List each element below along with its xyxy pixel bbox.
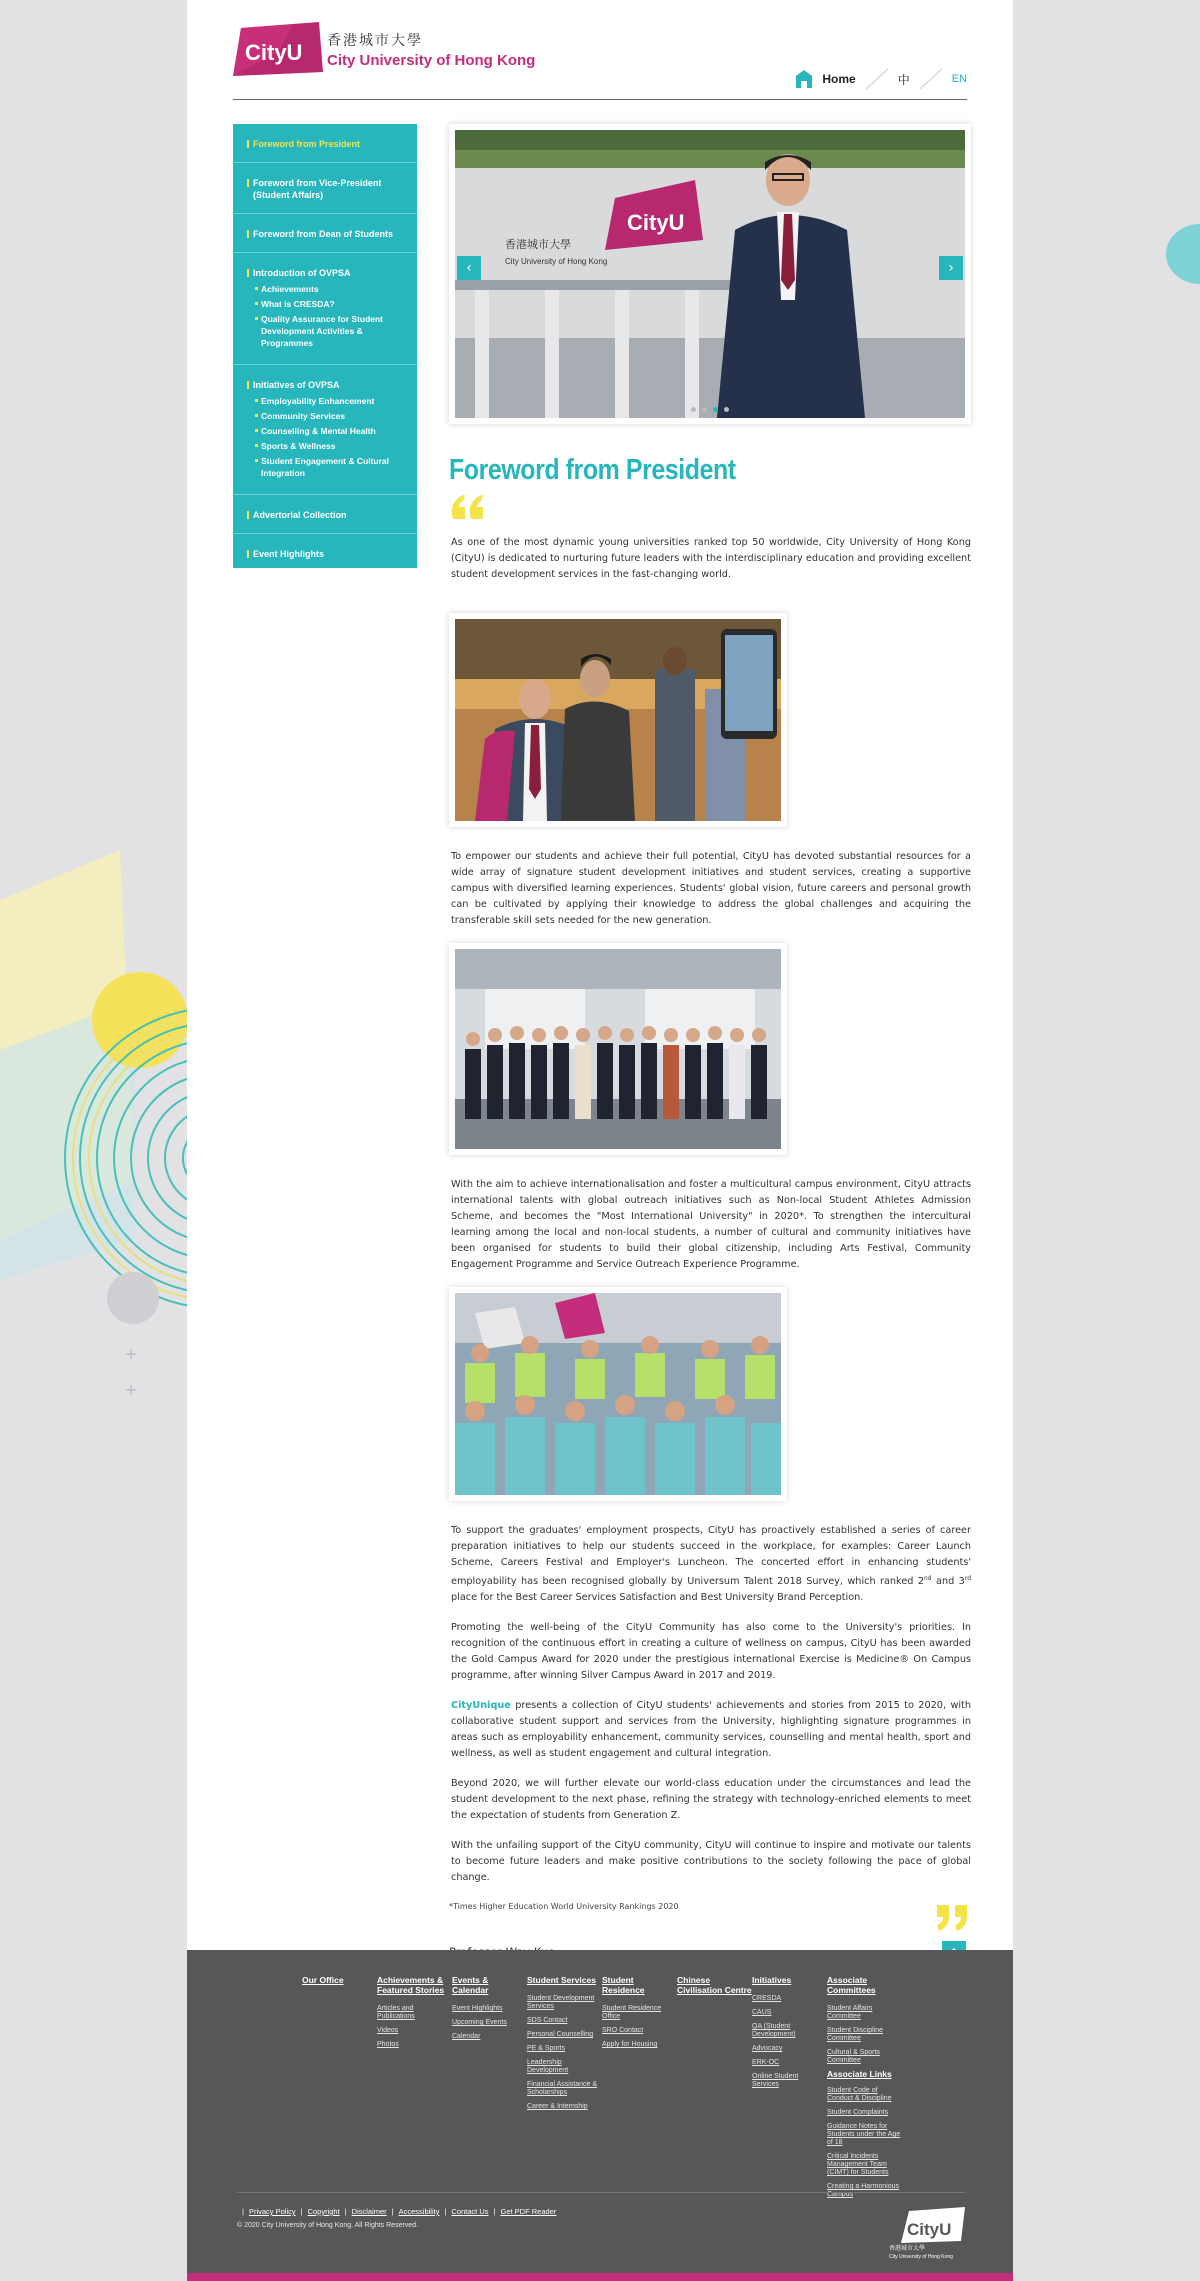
footer-legal-links: | Privacy Policy | Copyright | Disclaimer | Accessibility | Contact Us | Get PDF Reader [242,2207,557,2216]
footer-link[interactable]: Creating a Harmonious Campus [827,2183,899,2198]
footer-link[interactable]: Student Affairs Committee [827,2005,873,2020]
slider-dot[interactable] [724,407,729,412]
footer-cityu-logo[interactable] [885,2207,965,2259]
footer-link[interactable]: Videos [377,2027,399,2034]
sidebar-item-event-highlights[interactable] [233,534,417,572]
slider-next-button[interactable]: › [939,256,963,280]
footer-column-heading[interactable]: Student Services [527,1975,596,1985]
page-container [187,0,1013,2281]
footer-link[interactable]: QA (Student Development) [752,2023,796,2038]
footer-column-our-office [302,1975,377,2205]
photo-group-event [455,949,781,1149]
copyright-text: © 2020 City University of Hong Kong. All Rights Reserved. [237,2222,419,2229]
disclaimer-link[interactable]: Disclaimer [351,2207,387,2216]
copyright-link[interactable]: Copyright [307,2207,340,2216]
footer-link[interactable]: Event Highlights [452,2005,503,2012]
lang-en-link[interactable]: EN [951,73,967,85]
photo-sports-event [455,1293,781,1495]
sidebar-item-label[interactable]: Foreword from Vice-President (Student Affairs) [247,177,405,201]
footer-link[interactable]: Financial Assistance & Scholarships [527,2081,598,2096]
sidebar-item-foreword-vp[interactable] [233,163,417,214]
footer-link[interactable]: Personal Counselling [527,2031,594,2038]
foreword-paragraph-4 [449,1523,971,1606]
footer-link[interactable]: CAUS [752,2009,772,2016]
footer-logo-en: City University of Hong Kong [889,2254,953,2259]
sidebar-subitem-cresda[interactable]: What is CRESDA? [255,298,405,310]
photo-frame [449,943,787,1155]
main-content [449,124,971,1977]
footer-link[interactable]: Cultural & Sports Committee [827,2049,880,2064]
slider-dot-active[interactable] [713,407,718,412]
footer-link[interactable]: Student Development Services [527,1995,595,2010]
cityu-logo[interactable] [233,22,323,76]
page-title: Foreword from President [449,454,736,486]
foreword-paragraph-1: As one of the most dynamic young universities ranked top 50 worldwide, City University of Hong Kong (CityU) is dedicated to nurturing future leaders with the interdisciplinary education and providing excellent student development services in the fast-changing world. [451,537,971,580]
slider-prev-button[interactable]: ‹ [457,256,481,280]
nav-divider [918,67,944,91]
slider-pagination [449,407,971,412]
sidebar-subitem-achievements[interactable]: Achievements [255,283,405,295]
footer-accent-stripe [187,2273,1013,2281]
paragraph-4-part-b: and 3 [931,1576,965,1588]
footer-link[interactable]: Critical Incidents Management Team (CIMT) for Students [827,2153,889,2176]
hero-slider [449,124,971,424]
photo-president-with-student [455,619,781,821]
nav-divider [864,67,890,91]
cityunique-link[interactable]: CityUnique [451,1700,511,1712]
sidebar-sublist [247,395,405,479]
sidebar-nav [233,124,417,568]
paragraph-4-part-c: place for the Best Career Services Satisfaction and Best University Brand Perception. [451,1592,864,1604]
footer-column-student-residence [602,1975,677,2205]
foreword-paragraph-2: To empower our students and achieve their full potential, CityU has devoted substantial resources for a wide array of signature student development initiatives and student services, creating a supportive campus with diversified learning experiences. Students' global vision, future careers and personal growth can be cultivated by applying their knowledge to address the global challenges and acquiring the transferable skill sets needed for the new generation. [451,851,971,926]
footer-link[interactable]: Calendar [452,2033,481,2040]
sidebar-item-label[interactable]: Initiatives of OVPSA [247,379,405,391]
hero-photo-president [455,130,965,418]
footer-columns [302,1975,902,2205]
sidebar-subitem-sports[interactable]: Sports & Wellness [255,440,405,452]
footer-column-achievements [377,1975,452,2205]
site-footer [187,1950,1013,2273]
footer-link[interactable]: Student Discipline Committee [827,2027,884,2042]
close-quote-icon [935,1905,971,1931]
footer-subheading-associate-links[interactable]: Associate Links [827,2069,892,2079]
footer-link[interactable]: Student Residence Office [602,2005,662,2020]
footer-link[interactable]: Student Complaints [827,2109,889,2116]
sidebar-item-label[interactable]: Advertorial Collection [247,509,405,521]
footer-column-heading[interactable]: Achievements & Featured Stories [377,1975,445,1995]
logo-name-zh: 香港城市大學 [327,33,423,49]
sidebar-item-foreword-dean[interactable] [233,214,417,253]
footer-column-initiatives [752,1975,827,2205]
accessibility-link[interactable]: Accessibility [398,2207,440,2216]
footnote: *Times Higher Education World University Rankings 2020 [449,1902,679,1912]
footer-column-student-services [527,1975,602,2205]
footer-logo-text: CityU [907,2220,952,2239]
paragraph-4-superscript: nd [924,1575,932,1582]
footer-column-heading[interactable]: Events & Calendar [452,1975,489,1995]
svg-text:City University of Hong Kong: City University of Hong Kong [505,257,608,266]
footer-link[interactable]: Career & Internship [527,2103,588,2110]
privacy-policy-link[interactable]: Privacy Policy [248,2207,296,2216]
sidebar-group-introduction [233,253,417,365]
sidebar-item-label[interactable]: Foreword from President [247,138,405,150]
photo-frame [449,613,787,827]
slider-dot[interactable] [691,407,696,412]
paragraph-4-superscript: rd [964,1575,971,1582]
footer-link[interactable]: Articles and Publications [377,2005,415,2020]
footer-link[interactable]: Leadership Development [527,2059,569,2074]
sidebar-subitem-employability[interactable]: Employability Enhancement [255,395,405,407]
foreword-paragraph-8: With the unfailing support of the CityU community, CityU will continue to inspire and motivate our talents to become future leaders and make positive contributions to the society following the pace of global change. [451,1840,971,1884]
sidebar-subitem-counselling[interactable]: Counselling & Mental Health [255,425,405,437]
foreword-paragraph-6 [449,1698,971,1762]
footer-link[interactable]: Online Student Services [752,2073,799,2088]
footer-column-heading[interactable]: Our Office [302,1975,344,1985]
photo-frame [449,1287,787,1501]
footer-column-events [452,1975,527,2205]
lang-zh-link[interactable]: 中 [897,72,910,87]
sidebar-subitem-quality-assurance[interactable]: Quality Assurance for Student Development Activities & Programmes [255,313,405,349]
sidebar-subitem-community[interactable]: Community Services [255,410,405,422]
logo-name-en: City University of Hong Kong [327,52,536,69]
footer-link[interactable]: Advocacy [752,2045,783,2052]
footer-link[interactable]: Student Code of Conduct & Discipline [827,2087,892,2102]
paragraph-6-text: presents a collection of CityU students' achievements and stories from 2015 to 2020, with collaborative student support and services from the University, highlighting signature programmes in areas such as employability enhancement, community services, counselling and mental health, sport and wellness, as well as student engagement and cultural integration. [451,1700,971,1760]
pdf-reader-link[interactable]: Get PDF Reader [500,2207,557,2216]
footer-link[interactable]: Upcoming Events [452,2019,507,2026]
sidebar-item-label[interactable]: Event Highlights [247,548,405,560]
sidebar-item-foreword-president[interactable] [233,124,417,163]
paragraph-4-part-a: To support the graduates' employment prospects, CityU has proactively established a series of career preparation initiatives to help our students succeed in the workplace, for examples: Career Launch Scheme, Careers Festival and Employer's Luncheon. The concerted effort in enhancing students' employability has been recognised globally by Universum Talent 2018 Survey, which ranked 2 [451,1525,971,1588]
footer-column-chinese-civilisation [677,1975,752,2205]
footer-link[interactable]: ERK-OC [752,2059,780,2066]
svg-text:CityU: CityU [627,210,685,235]
foreword-paragraph-7: Beyond 2020, we will further elevate our world-class education under the circumstances and lead the student development to the next phase, refining the strategy with technology-enriched elements to meet the expectation of students from Generation Z. [451,1778,971,1822]
top-navigation [796,66,967,92]
sidebar-item-advertorial[interactable] [233,495,417,534]
sidebar-subitem-engagement[interactable]: Student Engagement & Cultural Integration [255,455,405,479]
footer-column-heading[interactable]: Chinese Civilisation Centre [677,1975,752,1995]
footer-link[interactable]: CRESDA [752,1995,782,2002]
open-quote-icon [449,493,485,519]
svg-text:香港城市大學: 香港城市大學 [505,238,571,251]
sidebar-item-label[interactable]: Foreword from Dean of Students [247,228,405,240]
logo-text: CityU [245,40,303,65]
nav-home-link[interactable]: Home [822,72,856,86]
footer-column-heading[interactable]: Student Residence [602,1975,645,1995]
footer-column-associate-committees [827,1975,902,2205]
footer-link[interactable]: Photos [377,2041,399,2048]
footer-column-heading[interactable]: Initiatives [752,1975,792,1985]
contact-us-link[interactable]: Contact Us [451,2207,489,2216]
home-icon[interactable] [796,70,812,88]
footer-column-heading[interactable]: Associate Committees [827,1975,876,1995]
sidebar-item-label[interactable]: Introduction of OVPSA [247,267,405,279]
footer-logo-zh: 香港城市大學 [889,2245,926,2252]
footer-link[interactable]: Guidance Notes for Students under the Age of 18 [827,2123,901,2146]
footer-link[interactable]: Apply for Housing [602,2041,658,2048]
site-header [233,20,967,100]
footer-link[interactable]: SDS Contact [527,2017,568,2024]
sidebar-group-initiatives [233,365,417,495]
sidebar-sublist [247,283,405,349]
footer-bottom [237,2192,965,2259]
foreword-paragraph-3: With the aim to achieve internationalisation and foster a multicultural campus environment, CityU attracts international talents with global outreach initiatives such as Non-local Student Athletes Admission Scheme, and becomes the "Most International University" in 2020*. To strengthen the intercultural learning among the local and non-local students, a number of cultural and community initiatives have been organised for students to build their global citizenship, including Arts Festival, Community Engagement Programme and Service Outreach Experience Programme. [451,1179,971,1270]
foreword-paragraph-5: Promoting the well-being of the CityU Community has also come to the University's priorities. In recognition of the continuous effort in creating a culture of wellness on campus, CityU has been awarded the Gold Campus Award for 2020 under the prestigious international Exercise is Medicine® On Campus programme, after winning Silver Campus Award in 2017 and 2019. [451,1622,971,1682]
footer-link[interactable]: PE & Sports [527,2045,566,2052]
slider-dot[interactable] [702,407,707,412]
footer-link[interactable]: SRO Contact [602,2027,644,2034]
